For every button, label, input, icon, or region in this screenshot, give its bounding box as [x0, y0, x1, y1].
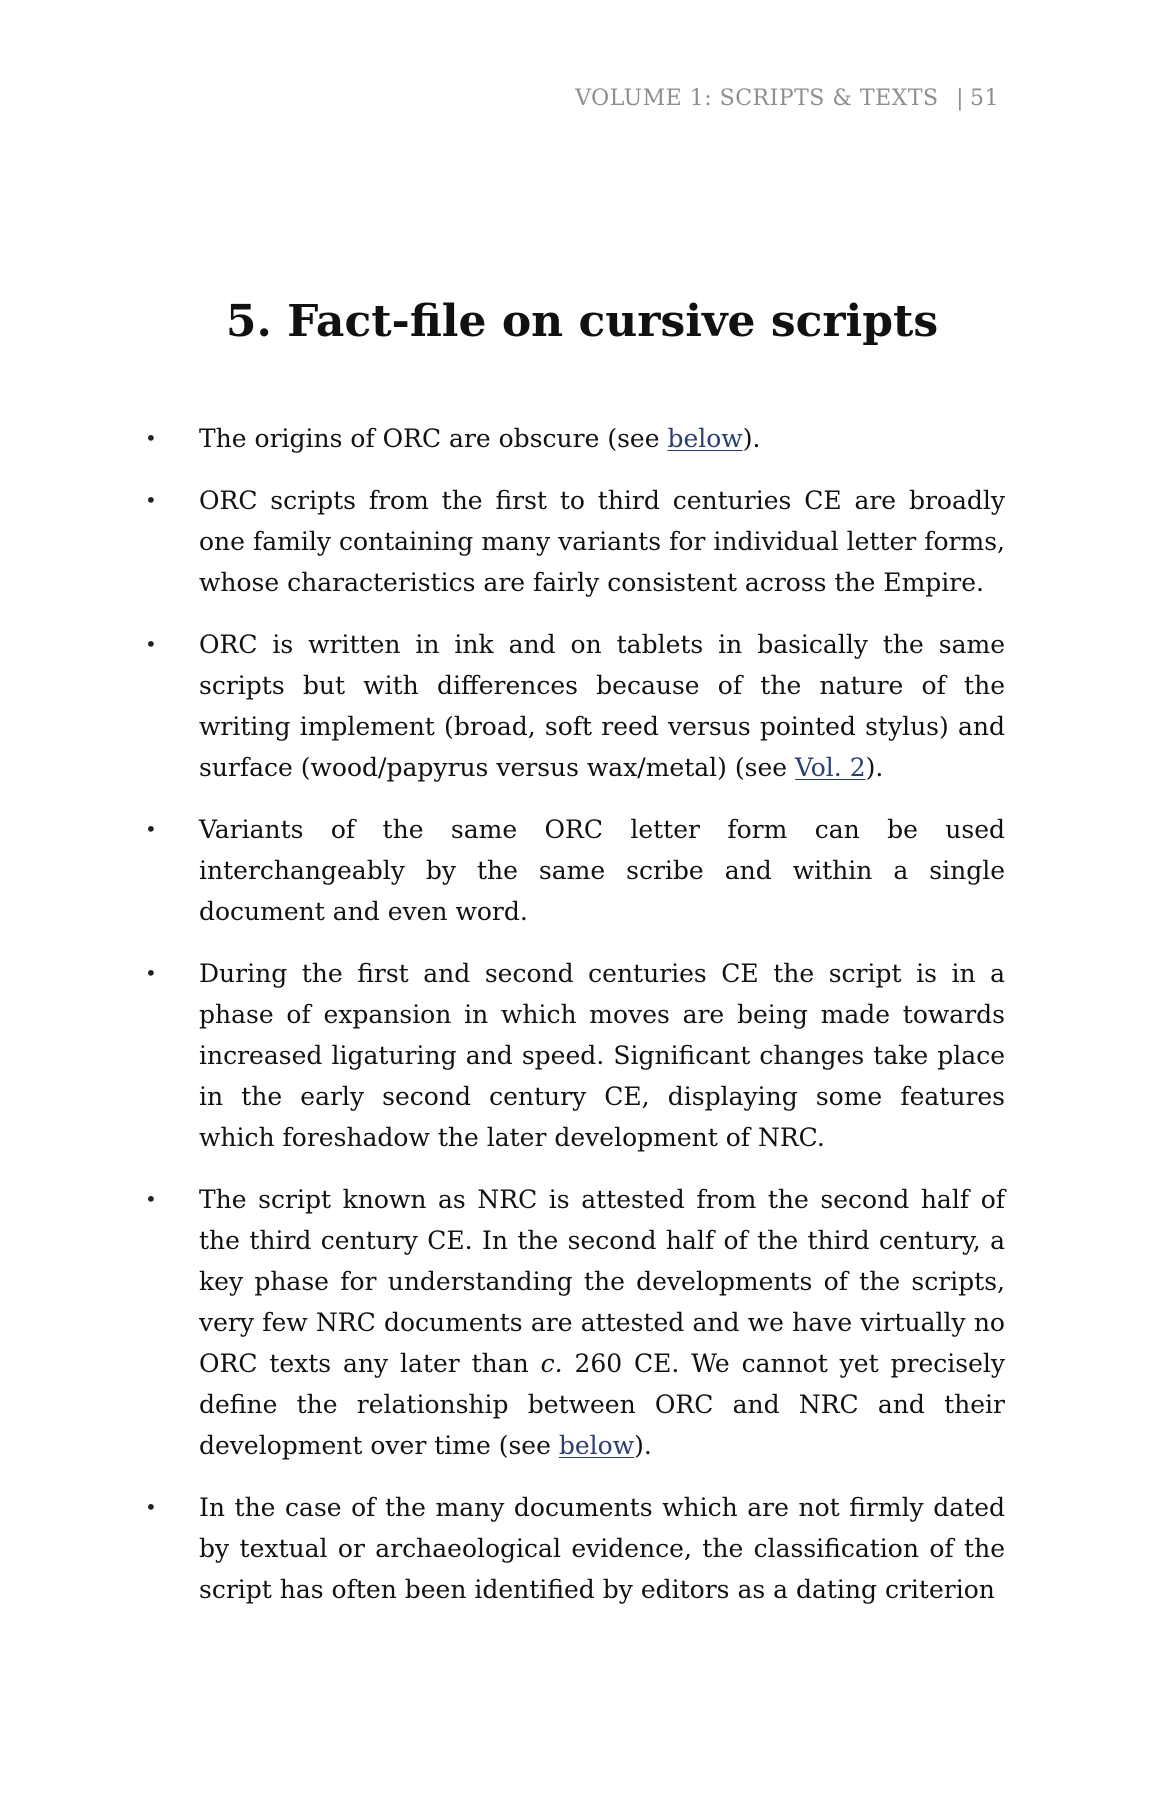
fact-list [145, 418, 1005, 1631]
header-separator: | [956, 86, 964, 111]
item-text: During the first and second centuries CE the script is in a phase of expansion in which moves are being made towards increased ligaturing and speed. Significant changes take place in the early second century CE, displaying some features which foreshadow the later development of NRC. [199, 959, 1005, 1152]
item-text: 260 CE. We cannot yet precisely define the relationship between ORC and NRC and their development over time (see [199, 1349, 1005, 1460]
item-text: ). [865, 753, 884, 782]
list-item [145, 624, 1005, 788]
list-item [145, 953, 1005, 1158]
list-item [145, 1179, 1005, 1466]
item-text: The script known as NRC is attested from the second half of the third century CE. In the second half of the third century, a key phase for understanding the developments of the scripts, very few NRC documents are attested and we have virtually no ORC texts any later than [199, 1185, 1005, 1378]
below-link[interactable]: below [667, 424, 743, 453]
item-text: ORC is written in ink and on tablets in basically the same scripts but with differences because of the nature of the writing implement (broad, soft reed versus pointed stylus) and surface (wood/papyrus versus wax/metal) (see [199, 630, 1005, 782]
header-section: SCRIPTS & TEXTS [719, 86, 939, 111]
bullet: • [145, 488, 157, 512]
bullet: • [145, 817, 157, 841]
list-item [145, 1487, 1005, 1610]
bullet: • [145, 961, 157, 985]
below-link[interactable]: below [558, 1431, 635, 1460]
item-text: ). [634, 1431, 652, 1460]
circa-abbreviation: c. [540, 1349, 563, 1378]
bullet: • [145, 426, 157, 450]
vol-2-link[interactable]: Vol. 2 [795, 753, 866, 782]
bullet: • [145, 1187, 157, 1211]
page-number: 51 [970, 86, 999, 111]
header-volume: VOLUME 1: [575, 86, 713, 111]
bullet: • [145, 1495, 157, 1519]
bullet: • [145, 632, 157, 656]
item-text: ). [742, 424, 761, 453]
running-header [575, 86, 999, 111]
item-text: Variants of the same ORC letter form can be used interchangeably by the same scribe and within a single document and even word. [199, 815, 1005, 926]
list-item [145, 809, 1005, 932]
list-item [145, 480, 1005, 603]
list-item [145, 418, 1005, 459]
page-title: 5. Fact-file on cursive scripts [225, 296, 939, 347]
item-text: ORC scripts from the first to third centuries CE are broadly one family containing many variants for individual letter forms, whose characteristics are fairly consistent across the Empire. [199, 486, 1005, 597]
item-text: The origins of ORC are obscure (see [199, 424, 668, 453]
item-text: In the case of the many documents which are not firmly dated by textual or archaeological evidence, the classification of the script has often been identified by editors as a dating criterion [199, 1493, 1005, 1604]
